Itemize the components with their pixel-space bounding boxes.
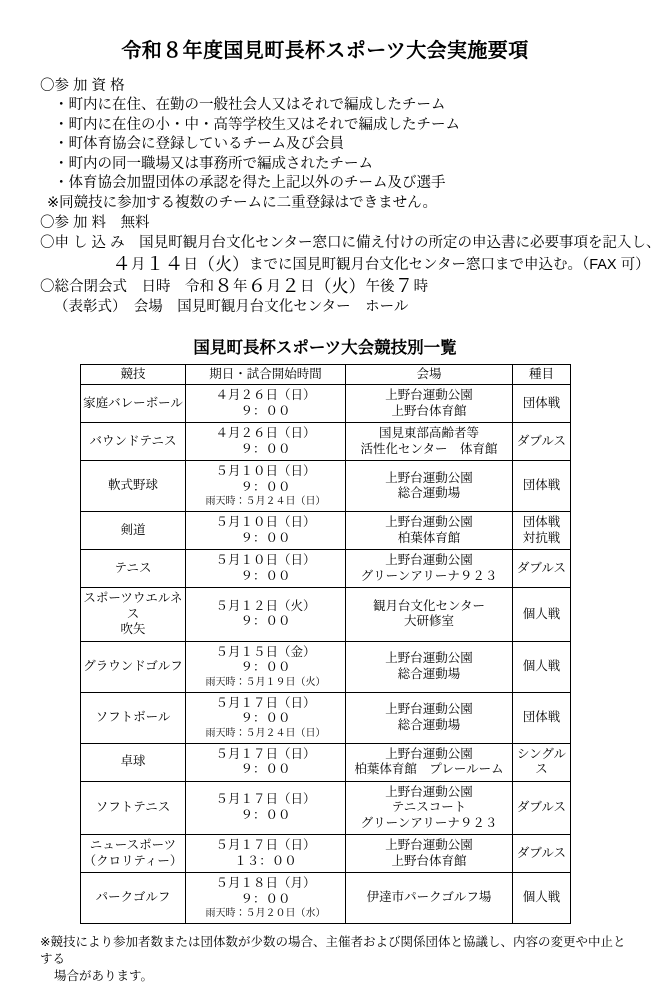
cell-type <box>513 423 571 461</box>
fee-value: 無料 <box>120 215 150 231</box>
cell-date-line: ４月２６日（日） <box>215 388 316 402</box>
closing-period: 午後 <box>365 279 395 295</box>
cell-venue-line: 上野台運動公園 <box>385 838 473 852</box>
info-block <box>0 76 661 317</box>
cell-event-line: テニス <box>114 560 152 575</box>
cell-type <box>513 550 571 588</box>
application-text-line2: までに国見町観月台文化センター窓口まで申込む。（FAX 可） <box>249 257 650 273</box>
closing-datetime-label: 日時 <box>141 279 171 295</box>
cell-type-line: 個人戦 <box>522 658 561 673</box>
cell-type-line: シングルス <box>516 746 567 776</box>
cell-date-line: ５月１８日（月） <box>215 876 316 890</box>
cell-date-line: ９：００ <box>240 441 291 456</box>
cell-date <box>186 423 346 461</box>
fee-label: 〇参 加 料 <box>40 215 107 231</box>
cell-type-line: ダブルス <box>516 560 567 575</box>
table-row <box>81 743 571 781</box>
closing-month-unit: 月 <box>266 279 282 295</box>
closing-sublabel: （表彰式） <box>54 299 120 315</box>
cell-venue <box>346 873 513 924</box>
cell-date-line: ５月１５日（金） <box>215 644 316 659</box>
cell-event-line: パークゴルフ <box>95 890 171 905</box>
column-header-venue: 会場 <box>346 365 513 385</box>
cell-venue <box>346 835 513 873</box>
closing-year-unit: 年 <box>233 279 248 295</box>
cell-event-line: スポーツウエルネス <box>83 591 183 621</box>
cell-venue-line: 上野台運動公園 <box>385 388 473 402</box>
cell-date-line: ５月１０日（日） <box>215 464 316 478</box>
closing-venue-row <box>40 297 610 317</box>
cell-date-line: ９：００ <box>240 614 291 629</box>
cell-venue-line: 上野台運動公園 <box>385 470 473 485</box>
cell-event-line: ニュースポーツ <box>89 838 177 852</box>
page-title: 令和８年度国見町長杯スポーツ大会実施要項 <box>121 40 529 62</box>
table-row <box>81 873 571 924</box>
closing-day-unit: 日 <box>300 279 315 295</box>
cell-event-line: 吹矢 <box>120 622 146 636</box>
cell-date-line: ５月１７日（日） <box>215 838 316 852</box>
cell-type <box>513 873 571 924</box>
closing-year: ８ <box>214 276 234 297</box>
cell-date <box>186 385 346 423</box>
cell-type-line: ダブルス <box>516 800 567 814</box>
cell-event-line: ソフトボール <box>95 709 171 724</box>
cell-date-line: ９：００ <box>240 568 291 583</box>
footer-note <box>0 934 650 985</box>
application-label: 〇申 し 込 み <box>40 235 125 251</box>
cell-venue-line: 総合運動場 <box>397 486 461 500</box>
cell-venue-line: 総合運動場 <box>397 666 461 681</box>
cell-venue-line: 上野台運動公園 <box>385 702 473 716</box>
closing-era: 令和 <box>185 279 214 295</box>
table-row <box>81 781 571 835</box>
cell-venue-line: 上野台運動公園 <box>385 651 473 665</box>
cell-event <box>81 423 186 461</box>
cell-venue-line: 柏葉体育館 プレールーム <box>354 762 504 776</box>
cell-venue <box>346 781 513 835</box>
schedule-table-body <box>81 385 571 924</box>
deadline-day: １４ <box>145 254 184 275</box>
cell-date <box>186 461 346 512</box>
cell-type <box>513 743 571 781</box>
cell-type-line: 団体戦 <box>522 395 561 410</box>
cell-date-line: ９：００ <box>240 891 291 906</box>
cell-date <box>186 873 346 924</box>
cell-date <box>186 781 346 835</box>
closing-month: ６ <box>247 276 267 297</box>
cell-venue-line: 上野台体育館 <box>391 853 467 868</box>
column-header-date: 期日・試合開始時間 <box>186 365 346 385</box>
closing-venue-label: 会場 <box>133 299 163 315</box>
cell-venue-line: 総合運動場 <box>397 717 461 732</box>
cell-date-line: ５月１２日（火） <box>215 598 316 613</box>
cell-venue <box>346 641 513 692</box>
closing-weekday: （火） <box>314 277 366 296</box>
cell-type <box>513 385 571 423</box>
cell-type <box>513 835 571 873</box>
deadline-month-unit: 月 <box>131 257 146 273</box>
cell-date <box>186 550 346 588</box>
cell-date-line: ９：００ <box>240 711 291 725</box>
cell-venue-line: テニスコート <box>391 800 467 814</box>
cell-event <box>81 385 186 423</box>
cell-date-line: ９：００ <box>240 762 291 776</box>
column-header-type: 種目 <box>513 365 571 385</box>
eligibility-item: ・町体育協会に登録しているチーム及び会員 <box>54 136 344 152</box>
cell-event-line: グラウンドゴルフ <box>83 658 183 673</box>
cell-date-line: ９：００ <box>240 479 291 494</box>
table-row <box>81 835 571 873</box>
table-row <box>81 550 571 588</box>
document-page <box>0 34 661 983</box>
application-text-line1: 国見町観月台文化センター窓口に備え付けの所定の申込書に必要事項を記入し、 <box>139 235 661 251</box>
cell-venue-line: 上野台運動公園 <box>385 515 473 529</box>
deadline-month: ４ <box>112 254 132 275</box>
rain-date-note: 雨天時：５月２０日（水） <box>205 908 326 919</box>
rain-date-note: 雨天時：５月２４日（日） <box>205 496 326 507</box>
cell-event <box>81 781 186 835</box>
cell-venue-line: 観月台文化センター <box>372 598 485 613</box>
cell-venue-line: 伊達市パークゴルフ場 <box>366 890 492 905</box>
cell-date <box>186 588 346 642</box>
rain-date-note: 雨天時：５月１９日（火） <box>205 676 326 688</box>
cell-type-line: 個人戦 <box>522 606 561 621</box>
cell-venue-line: 上野台運動公園 <box>385 746 473 761</box>
table-row <box>81 512 571 550</box>
cell-date-line: ５月１７日（日） <box>215 746 316 761</box>
cell-venue-line: 上野台体育館 <box>391 403 467 418</box>
cell-date-line: ９：００ <box>240 807 291 822</box>
eligibility-item: ・体育協会加盟団体の承認を得た上記以外のチーム及び選手 <box>54 175 446 191</box>
closing-day: ２ <box>281 276 301 297</box>
cell-type-line: 個人戦 <box>522 890 561 905</box>
eligibility-item: ・町内の同一職場又は事務所で編成されたチーム <box>54 155 373 172</box>
table-header-row <box>81 365 571 385</box>
closing-ceremony-row <box>40 277 610 297</box>
table-row <box>81 385 571 423</box>
cell-venue-line: 柏葉体育館 <box>397 530 461 545</box>
cell-event <box>81 743 186 781</box>
cell-date <box>186 692 346 743</box>
eligibility-note: ※同競技に参加する複数のチームに二重登録はできません。 <box>47 194 438 211</box>
cell-date-line: ４月２６日（日） <box>215 426 316 440</box>
cell-date-line: ９：００ <box>240 660 291 674</box>
eligibility-heading: 〇参 加 資 格 <box>40 78 125 94</box>
schedule-table-wrap <box>0 364 650 924</box>
cell-venue <box>346 385 513 423</box>
schedule-table <box>80 364 571 924</box>
cell-type <box>513 641 571 692</box>
cell-venue-line: グリーンアリーナ９２３ <box>360 568 498 583</box>
cell-venue <box>346 512 513 550</box>
cell-venue <box>346 550 513 588</box>
cell-event-line: 卓球 <box>120 754 146 769</box>
cell-event <box>81 873 186 924</box>
fee-row <box>40 213 610 233</box>
cell-date-line: １３：００ <box>234 853 297 868</box>
cell-type <box>513 692 571 743</box>
cell-event <box>81 588 186 642</box>
cell-type-line: 団体戦 <box>522 709 561 724</box>
cell-type <box>513 461 571 512</box>
application-row <box>40 233 661 253</box>
closing-venue: 国見町観月台文化センター ホール <box>177 299 409 315</box>
cell-venue-line: 上野台運動公園 <box>385 553 473 567</box>
cell-date <box>186 835 346 873</box>
cell-type-line: 団体戦 <box>522 515 561 529</box>
cell-event <box>81 550 186 588</box>
cell-date-line: ５月１０日（日） <box>215 515 316 529</box>
table-row <box>81 692 571 743</box>
cell-event-line: 家庭バレーボール <box>83 395 183 410</box>
cell-venue <box>346 423 513 461</box>
cell-event-line: 剣道 <box>120 522 146 537</box>
eligibility-item: ・町内に在住の小・中・高等学校生又はそれで編成したチーム <box>54 116 460 133</box>
cell-event-line: バウンドテニス <box>89 433 177 448</box>
rain-date-note: 雨天時：５月２４日（日） <box>205 727 326 739</box>
cell-type-line: 団体戦 <box>522 478 561 493</box>
cell-venue <box>346 743 513 781</box>
cell-date-line: ９：００ <box>240 530 291 545</box>
footer-note-line2: 場合があります。 <box>54 969 154 983</box>
table-row <box>81 588 571 642</box>
cell-date <box>186 512 346 550</box>
deadline-weekday: （火） <box>198 255 250 274</box>
cell-type <box>513 781 571 835</box>
cell-event <box>81 692 186 743</box>
cell-venue-line: 大研修室 <box>403 614 454 629</box>
schedule-title: 国見町長杯スポーツ大会競技別一覧 <box>193 339 457 357</box>
table-row <box>81 641 571 692</box>
cell-event <box>81 461 186 512</box>
cell-type <box>513 512 571 550</box>
closing-hour: ７ <box>394 276 414 297</box>
cell-event <box>81 512 186 550</box>
cell-date <box>186 641 346 692</box>
cell-event-line: 軟式野球 <box>107 478 158 493</box>
cell-event-line: ソフトテニス <box>95 800 171 814</box>
cell-venue-line: グリーンアリーナ９２３ <box>360 815 498 830</box>
cell-date-line: ５月１７日（日） <box>215 792 316 807</box>
cell-venue-line: 国見東部高齢者等 <box>378 426 479 440</box>
cell-event <box>81 835 186 873</box>
cell-date <box>186 743 346 781</box>
cell-type-line: ダブルス <box>516 845 567 860</box>
deadline-day-unit: 日 <box>183 257 199 273</box>
cell-date-line: ９：００ <box>240 403 291 418</box>
cell-event-line: （クロリティー） <box>83 853 183 868</box>
application-deadline-row <box>40 253 650 277</box>
closing-hour-unit: 時 <box>413 279 429 295</box>
closing-ceremony-label: 〇総合閉会式 <box>40 279 127 295</box>
cell-date-line: ５月１７日（日） <box>215 695 316 710</box>
cell-date-line: ５月１０日（日） <box>215 553 316 567</box>
cell-venue <box>346 588 513 642</box>
cell-venue-line: 上野台運動公園 <box>385 784 473 799</box>
cell-type <box>513 588 571 642</box>
table-row <box>81 423 571 461</box>
eligibility-item: ・町内に在住、在勤の一般社会人又はそれで編成したチーム <box>54 97 446 113</box>
column-header-event: 競技 <box>81 365 186 385</box>
cell-venue <box>346 692 513 743</box>
cell-venue-line: 活性化センター 体育館 <box>360 441 498 456</box>
cell-event <box>81 641 186 692</box>
cell-type-line: ダブルス <box>516 433 567 448</box>
table-row <box>81 461 571 512</box>
cell-type-line: 対抗戦 <box>522 530 561 545</box>
cell-venue <box>346 461 513 512</box>
footer-note-line1: ※競技により参加者数または団体数が少数の場合、主催者および関係団体と協議し、内容の変更や中止とする <box>40 935 626 966</box>
